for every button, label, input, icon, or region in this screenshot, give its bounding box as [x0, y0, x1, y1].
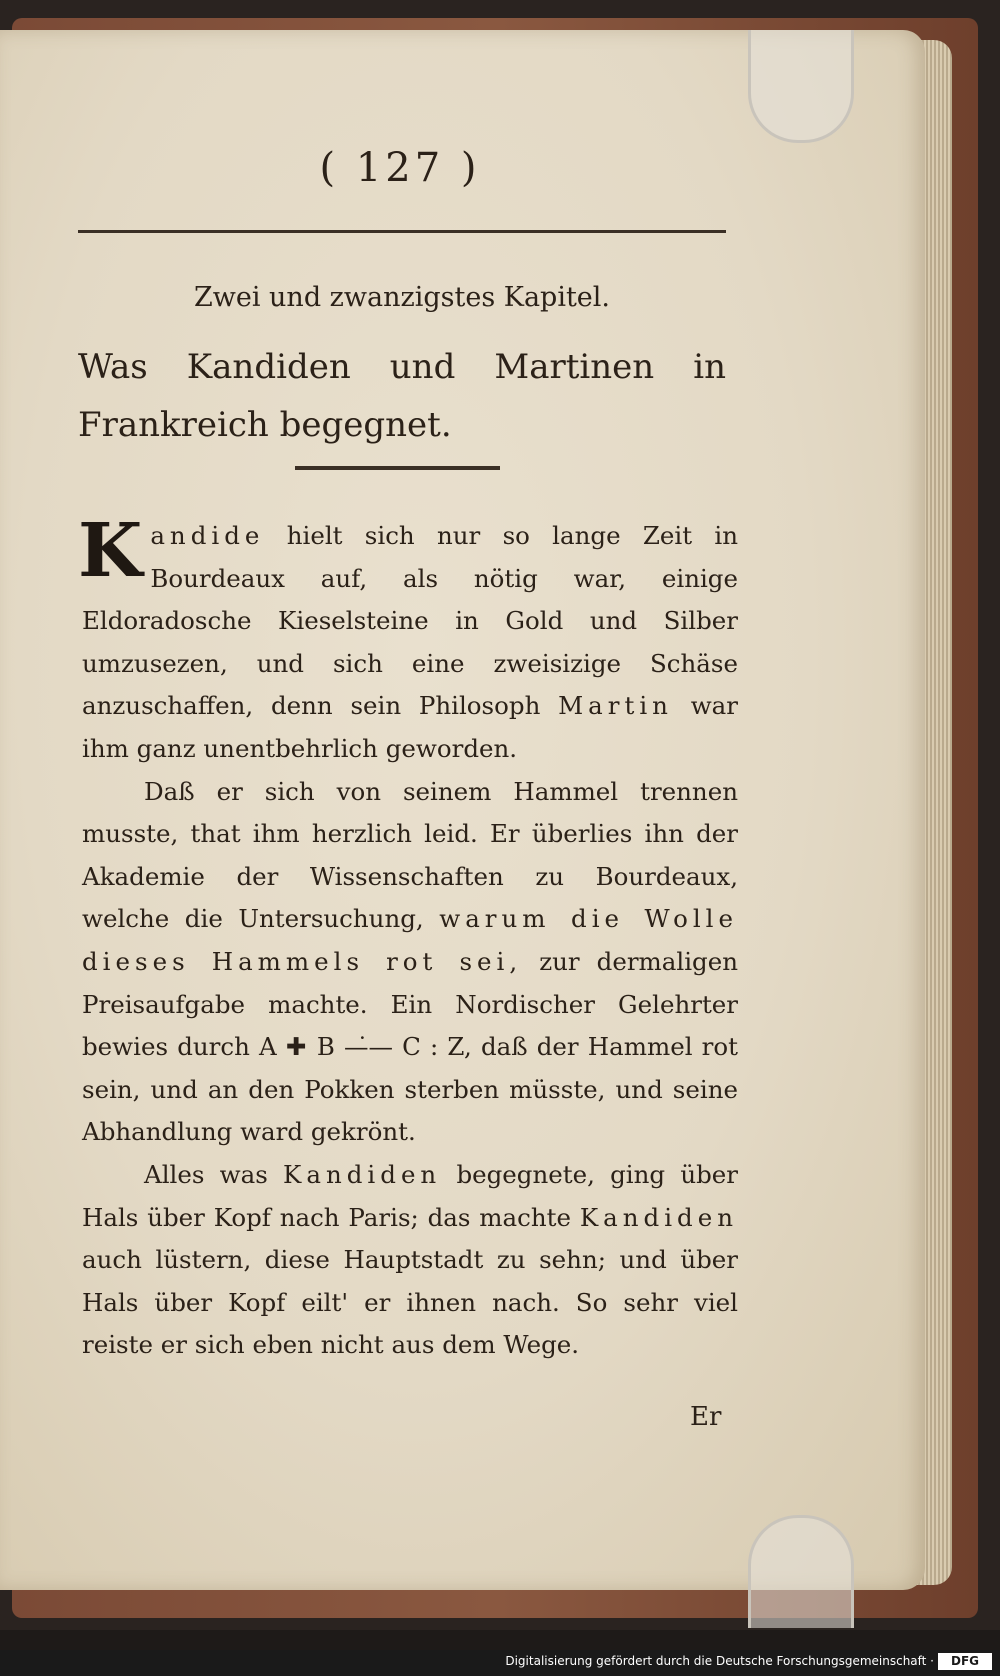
paragraph-3-kandiden-2: Kandiden [579, 1202, 738, 1232]
paragraph-2 [82, 771, 738, 1154]
paragraph-1-text-b: war ihm ganz unentbehrlich geworden. [82, 691, 738, 763]
name-kandide: andide [150, 521, 265, 550]
page-clip-top [748, 30, 854, 143]
chapter-title: Was Kandiden und Martinen in Frankreich begegnet. [78, 347, 726, 445]
catchword: Er [690, 1402, 722, 1432]
title-rule [295, 466, 500, 470]
digitization-credit: Digitalisierung gefördert durch die Deutsche Forschungsgemeinschaft · [505, 1654, 934, 1668]
paragraph-2-spaced: warum die Wolle dieses Hammels rot sei, [82, 904, 738, 976]
paragraph-3-text-c: auch lüstern, diese Hauptstadt zu sehn; und über Hals über Kopf eilt' er ihnen nach. So sehr viel reiste er sich eben nicht aus dem Wege. [82, 1245, 738, 1360]
page-clip-bottom [748, 1515, 854, 1628]
paragraph-3-kandiden-1: Kandiden [283, 1159, 442, 1189]
paragraph-3 [82, 1154, 738, 1367]
paragraph-1 [78, 508, 738, 771]
paragraph-3-text-a: Alles was [144, 1159, 284, 1189]
name-martin: Martin [558, 691, 673, 721]
header-rule [78, 230, 726, 233]
paragraph-1-text-a: hielt sich nur so lange Zeit in Bourdeaux auf, als nötig war, einige Eldoradosche Kieselsteine in Gold und Silber umzusezen, und sich eine zweisizige Schäse anzuschaffen, denn sein Philosoph [82, 521, 738, 721]
paragraph-2-text-b: zur dermaligen Preisaufgabe machte. Ein Nordischer Gelehrter bewies durch A ✚ B —̇— C : Z, daß der Hammel rot sein, und an den Pokken sterben müsste, und seine Abhandlung ward gekrönt. [82, 946, 739, 1147]
paragraph-3-text-b: begegnete, ging über Hals über Kopf nach Paris; das machte [82, 1159, 738, 1232]
chapter-heading: Zwei und zwanzigstes Kapitel. [193, 282, 611, 313]
paragraph-2-text-a: Daß er sich von seinem Hammel trennen musste, that ihm herzlich leid. Er überlies ihn der Akademie der Wissenschaften zu Bourdeaux, welche die Untersuchung, [82, 776, 738, 934]
page-number: ( 127 ) [319, 145, 481, 191]
dfg-logo: DFG [938, 1653, 992, 1670]
drop-initial: K [78, 508, 143, 594]
body-text [78, 508, 739, 1367]
